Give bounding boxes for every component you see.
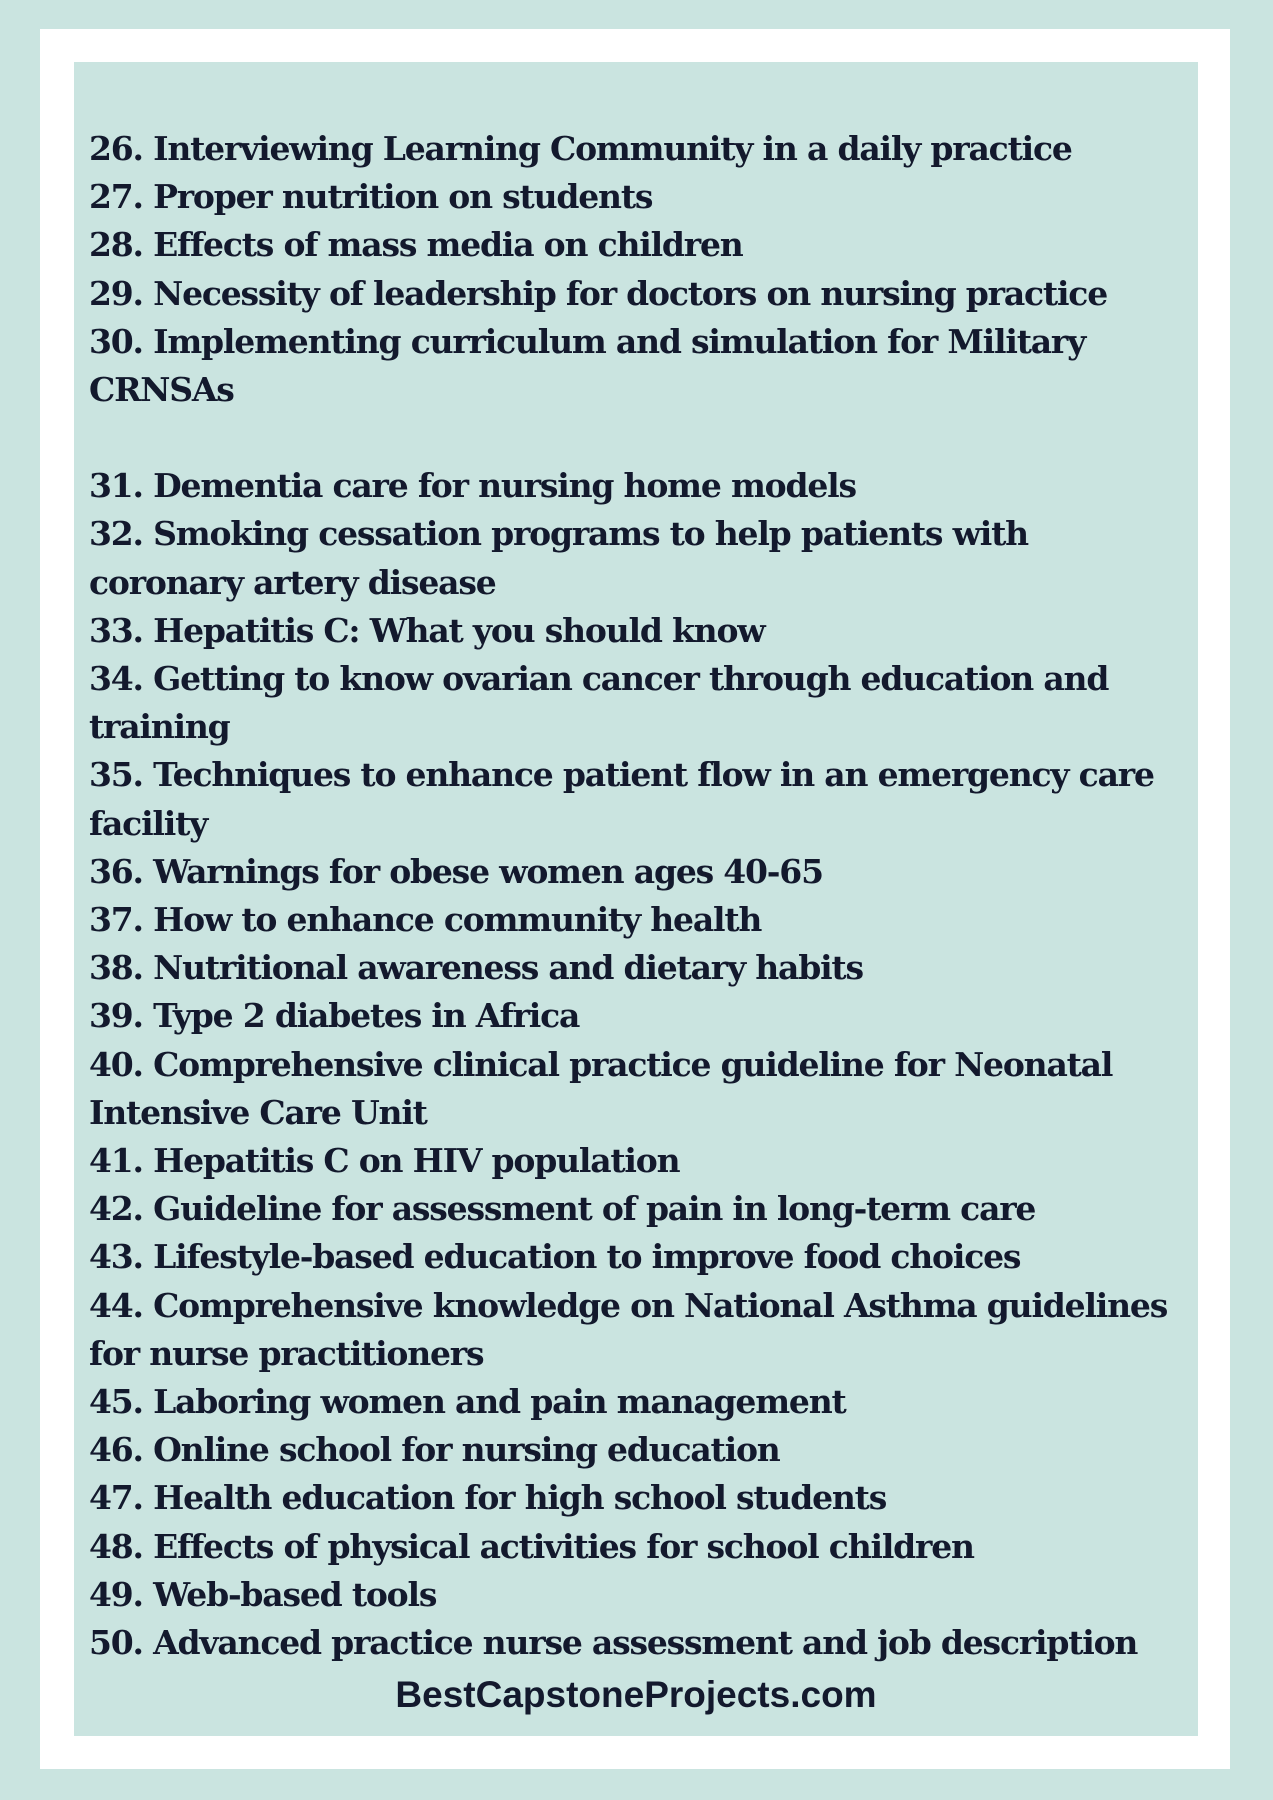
list-item: 31. Dementia care for nursing home models	[89, 466, 856, 506]
list-item: 27. Proper nutrition on students	[89, 177, 653, 217]
list-item: 44. Comprehensive knowledge on National Asthma guidelines for nurse practitioners	[89, 1285, 1168, 1373]
list-item: 29. Necessity of leadership for doctors on nursing practice	[89, 273, 1107, 313]
list-item: 30. Implementing curriculum and simulation for Military CRNSAs	[89, 321, 1086, 410]
list-item: 48. Effects of physical activities for school children	[89, 1526, 974, 1566]
list-item: 38. Nutritional awareness and dietary habits	[89, 948, 863, 988]
list-item: 49. Web-based tools	[89, 1574, 437, 1614]
footer-website: BestCapstoneProjects.com	[395, 1674, 877, 1715]
list-item: 26. Interviewing Learning Community in a daily practice	[89, 129, 1072, 168]
list-item: 34. Getting to know ovarian cancer through education and training	[89, 659, 1109, 747]
list-item: 39. Type 2 diabetes in Africa	[89, 996, 580, 1036]
list-item: 47. Health education for high school students	[89, 1478, 887, 1518]
list-item: 40. Comprehensive clinical practice guideline for Neonatal Intensive Care Unit	[89, 1044, 1113, 1132]
list-item: 50. Advanced practice nurse assessment and job description	[89, 1623, 1138, 1663]
list-item: 35. Techniques to enhance patient flow in an emergency care facility	[89, 755, 1154, 843]
topic-list	[89, 125, 1189, 1667]
list-item: 41. Hepatitis C on HIV population	[89, 1141, 680, 1181]
list-item: 42. Guideline for assessment of pain in long-term care	[89, 1189, 1036, 1229]
list-item: 43. Lifestyle-based education to improve food choices	[89, 1237, 1021, 1277]
list-item: 33. Hepatitis C: What you should know	[89, 610, 765, 650]
list-item: 45. Laboring women and pain management	[89, 1382, 846, 1422]
list-item: 37. How to enhance community health	[89, 900, 762, 940]
list-item: 46. Online school for nursing education	[89, 1430, 780, 1470]
list-item: 32. Smoking cessation programs to help patients with coronary artery disease	[89, 514, 1028, 602]
list-item: 36. Warnings for obese women ages 40-65	[89, 851, 823, 891]
list-item: 28. Effects of mass media on children	[89, 225, 743, 265]
